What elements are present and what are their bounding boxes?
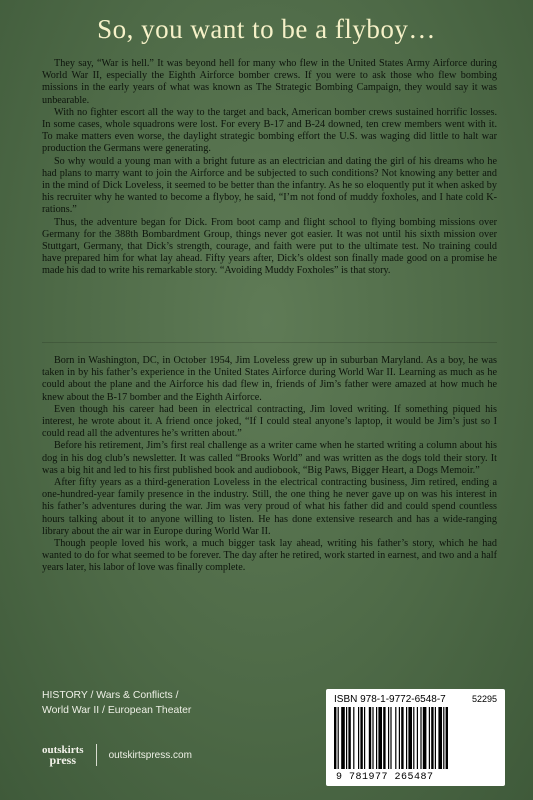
blurb-paragraph: Thus, the adventure began for Dick. From boot camp and flight school to flying bombing missions over Germany for the 388th Bombardment Group, things never got easier. It was not until his sixth mission over Stuttgart, Germany, that Dick’s strength, courage, and faith were put to the ultimate test. No training could have prepared him for what lay ahead. Fifty years after, Dick’s oldest son finally made good on a promise he made his dad to write his remarkable story. “Avoiding Muddy Foxholes” is that story. [42, 216, 497, 277]
barcode-bar [346, 707, 347, 769]
barcode-bar [395, 707, 396, 769]
blurb-paragraph: With no fighter escort all the way to the target and back, American bomber crews sustained horrific losses. In some cases, whole squadrons were lost. For every B-17 and B-24 downed, ten crew members went with it. To make matters even worse, the daylight strategic bombing effort the U.S. was waging did little to halt war production the Germans were generating. [42, 106, 497, 155]
bio-paragraph: Though people loved his work, a much bigger task lay ahead, writing his father’s story, which he had wanted to do for what seemed to be forever. The day after he retired, work started in earnest, and two and a half years later, his labor of love was finally complete. [42, 538, 497, 574]
publisher-url: outskirtspress.com [108, 749, 192, 761]
blurb-paragraph: They say, “War is hell.” It was beyond hell for many who flew in the United States Army Airforce during World War II, especially the Eighth Airforce bomber crews. If you were to ask those who flew bombing missions in the early years of what was known as The Strategic Bombing Campaign, they would say it was unbearable. [42, 58, 497, 106]
barcode-bar [435, 707, 436, 769]
barcode-bar [443, 707, 444, 769]
logo-line: press [49, 753, 76, 767]
barcode-bar [334, 707, 336, 769]
bio-paragraph: Born in Washington, DC, in October 1954, Jim Loveless grew up in suburban Maryland. As a boy, he was taken in by his father’s experience in the United States Airforce during World War II. Learning as much as he could about the plane and the Airforce his dad flew in, friends of Jim’s father were amazed at how much he knew about the B-17 bomber and the Eighth Airforce. [42, 355, 497, 403]
genre-line: World War II / European Theater [42, 705, 192, 716]
publisher-info [42, 744, 192, 766]
author-bio [42, 355, 497, 575]
barcode-bar [364, 707, 365, 769]
isbn-label: ISBN 978-1-9772-6548-7 [334, 694, 446, 705]
barcode-bar [358, 707, 359, 769]
back-cover-title: So, you want to be a flyboy… [97, 14, 436, 44]
barcode-bar [429, 707, 430, 769]
ean-digits: 9 781977 265487 [336, 772, 434, 783]
barcode-bar [369, 707, 371, 769]
barcode-bars [334, 707, 496, 769]
barcode-bar [446, 707, 448, 769]
bio-paragraph: Before his retirement, Jim’s first real challenge as a writer came when he started writing a column about his dog in his dog club’s newsletter. It was called “Brooks World” and was written as the dogs told their story. It was a big hit and led to his first published book and audiobook, “Big Paws, Bigger Heart, a Dogs Memoir.” [42, 440, 497, 476]
section-divider [42, 342, 497, 343]
publisher-separator [96, 744, 97, 766]
barcode-bar [353, 707, 354, 769]
barcode-bar [417, 707, 418, 769]
barcode-bar [401, 707, 403, 769]
barcode-bar [338, 707, 339, 769]
barcode-bar [376, 707, 377, 769]
barcode-bar [388, 707, 389, 769]
barcode-bar [438, 707, 442, 769]
bio-paragraph: Even though his career had been in electrical contracting, Jim loved writing. If something piqued his interest, he wrote about it. A friend once joked, “If I could steal anyone’s laptop, it would be Jim’s just so I could read all the adventures he’s written about.” [42, 403, 497, 440]
price-code: 52295 [471, 694, 497, 704]
barcode-bar [406, 707, 407, 769]
barcode-bar [383, 707, 385, 769]
barcode-bar [348, 707, 350, 769]
blurb-paragraph: So why would a young man with a bright future as an electrician and dating the girl of his dreams who he had plans to marry want to join the Airforce and be subjected to such conditions? Not knowing any better and in the mind of Dick Loveless, it seemed to be better than the infantry. As he so eloquently put it when asked by his recruiter why he wanted to become a flyboy, he said, “I’m not fond of muddy foxholes, and I hate cold K-rations.” [42, 155, 497, 216]
barcode-bar [372, 707, 373, 769]
publisher-logo [42, 745, 84, 765]
barcode-bar [399, 707, 400, 769]
barcode-bar [413, 707, 414, 769]
logo-line: outskirts [42, 744, 84, 756]
genre-line: HISTORY / Wars & Conflicts / [42, 690, 179, 701]
barcode-bar [420, 707, 421, 769]
isbn-barcode [326, 689, 505, 786]
barcode-bar [390, 707, 391, 769]
book-blurb [42, 58, 497, 278]
genre-category [42, 688, 191, 718]
barcode-bar [423, 707, 427, 769]
barcode-bar [378, 707, 382, 769]
barcode-bar [360, 707, 362, 769]
bio-paragraph: After fifty years as a third-generation Loveless in the electrical contracting business, Jim retired, ending a one-hundred-year family presence in the industry. Still, the one thing he never gave up on was his interest in his father’s adventures during the war. Jim was very proud of what his father did and could spend countless hours talking about it to anyone willing to listen. He has done extensive research and has a wide-ranging library about the air war in Europe during World War II. [42, 477, 497, 537]
barcode-bar [341, 707, 345, 769]
barcode-bar [408, 707, 412, 769]
barcode-bar [431, 707, 433, 769]
